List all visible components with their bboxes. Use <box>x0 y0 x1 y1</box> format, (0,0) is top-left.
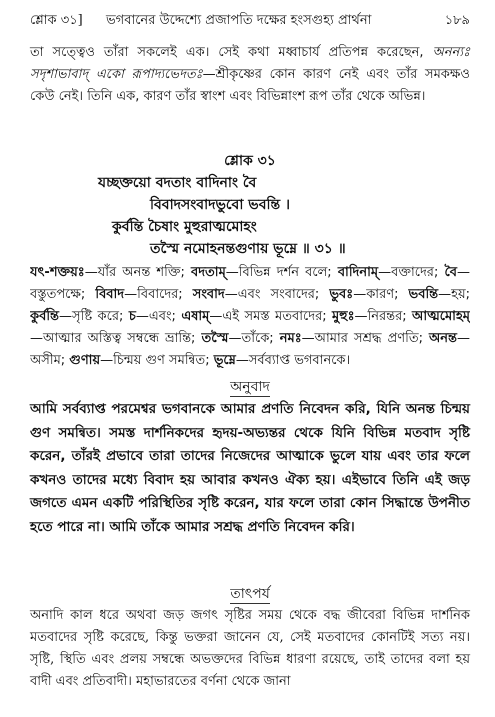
translation-heading: অনুবাদ <box>230 379 270 395</box>
page-header <box>30 10 470 32</box>
synonym-word: মুহুঃ <box>332 309 355 324</box>
synonym-meaning: —বিবাদের; <box>124 287 193 302</box>
synonym-meaning: —নিরন্তর; <box>354 309 413 324</box>
synonym-word: কুর্বন্তি <box>30 309 60 324</box>
purport-heading: তাৎপর্য <box>230 586 270 602</box>
synonym-word: এষাম্ <box>181 309 210 324</box>
synonym-meaning: —সৃষ্টি করে; <box>59 309 129 324</box>
translation-paragraph: আমি সর্বব্যাপ্ত পরমেশ্বর ভগবানকে আমার প্রণতি নিবেদন করি, যিনি অনন্ত চিন্ময় গুণ সমন্বিত। সমস্ত দার্শনিকদের হৃদয়-অভ্যন্তর থেকে যিনি বিভিন্ন মতবাদ সৃষ্টি করেন, তাঁরই প্রভাবে তারা তাদের নিজেদের আত্মাকে ভুলে যায় এবং তার ফলে কখনও তাদের মধ্যে বিবাদ হয় আবার কখনও ঐক্য হয়। এইভাবে তিনি এই জড় জগতে এমন একটি পরিস্থিতির সৃষ্টি করেন, যার ফলে তারা কোন সিদ্ধান্তে উপনীত হতে পারে না। আমি তাঁকে আমার সশ্রদ্ধ প্রণতি নিবেদন করি। <box>30 401 470 535</box>
synonym-word: ভূম্নে <box>213 353 236 368</box>
synonym-word: আত্মমোহম্ <box>412 309 470 324</box>
synonym-meaning: —আত্মার অস্তিত্ব সম্বন্ধে ভ্রান্তি; <box>30 331 202 346</box>
synonym-meaning: —যাঁর অনন্ত শক্তি; <box>84 265 191 280</box>
synonym-word: বাদিনাম্ <box>337 265 379 280</box>
page-number: ১৮৯ <box>444 13 470 28</box>
book-page <box>30 0 470 717</box>
synonym-meaning: —হয়; <box>438 287 470 302</box>
synonym-meaning: —আমার সশ্রদ্ধ প্রণতি; <box>301 331 430 346</box>
verse-title: শ্লোক ৩১ <box>224 153 276 169</box>
intro-paragraph <box>30 42 470 108</box>
synonym-word: চ <box>128 309 136 324</box>
synonym-meaning: —এই সমস্ত মতবাদের; <box>209 309 333 324</box>
synonym-meaning: —বস্তুতপক্ষে; <box>30 265 470 302</box>
verse-line-1: যচ্ছক্তয়ো বদতাং বাদিনাং বৈ <box>98 175 257 191</box>
synonym-word: যৎ-শক্তয়ঃ <box>30 265 85 280</box>
synonym-meaning: —সর্বব্যাপ্ত ভগবানকে। <box>235 353 351 368</box>
synonym-word: নমঃ <box>279 331 302 346</box>
header-verse-reference: শ্লোক ৩১] <box>30 13 83 28</box>
verse-line-3: কুর্বন্তি চৈষাং মুহুরাত্মমোহং <box>112 219 257 235</box>
synonym-word: তস্মৈ <box>201 331 229 346</box>
synonym-meaning: —চিন্ময় গুণ সমন্বিত; <box>100 353 214 368</box>
intro-text: তা সত্ত্বেও তাঁরা সকলেই এক। সেই কথা মধ্বাচার্য প্রতিপন্ন করেছেন, <box>30 45 433 60</box>
synonym-word: বিবাদ <box>95 287 125 302</box>
intro-text-continued: —শ্রীকৃষ্ণের কোন কারণ নেই এবং তাঁর সমকক্ষও কেউ নেই। তিনি এক, কারণ তাঁর স্বাংশ এবং বিভিন্নাংশ রূপ তাঁর থেকে অভিন্ন। <box>30 67 470 104</box>
intro-quote: অনন্যঃ সদৃশাভাবাদ্ একো রূপাদ্যভেদতঃ <box>30 45 470 82</box>
purport-paragraph: অনাদি কাল ধরে অথবা জড় জগৎ সৃষ্টির সময় থেকে বদ্ধ জীবেরা বিভিন্ন দার্শনিক মতবাদের সৃষ্টি করেছে, কিন্তু ভক্তরা জানেন যে, সেই মতবাদের কোনটিই সত্য নয়। সৃষ্টি, স্থিতি এবং প্রলয় সম্বন্ধে অভক্তদের বিভিন্ন ধারণা রয়েছে, তাই তাদের বলা হয় বাদী এবং প্রতিবাদী। মহাভারতের বর্ণনা থেকে জানা <box>30 608 470 689</box>
synonym-meaning: —তাঁকে; <box>228 331 280 346</box>
synonym-meaning: —এবং; <box>135 309 182 324</box>
verse-line-4: তস্মৈ নমোহনন্তগুণায় ভূম্নে ॥ ৩১ ॥ <box>150 241 346 257</box>
synonym-word: ভুবঃ <box>329 287 354 302</box>
synonyms-paragraph <box>30 262 470 368</box>
synonym-word: গুণায় <box>69 353 101 368</box>
synonym-word: ভবন্তি <box>408 287 439 302</box>
synonym-meaning: —বিভিন্ন দর্শন বলে; <box>225 265 338 280</box>
synonym-word: অনন্ত <box>429 331 458 346</box>
synonym-meaning: —এবং সংবাদের; <box>224 287 330 302</box>
synonym-word: সংবাদ <box>192 287 225 302</box>
synonym-meaning: —কারণ; <box>353 287 409 302</box>
synonym-meaning: —অসীম; <box>30 331 470 368</box>
header-chapter-title: ভগবানের উদ্দেশ্যে প্রজাপতি দক্ষের হংসগুহ্য প্রার্থনা <box>106 13 372 28</box>
synonym-word: বৈ <box>444 265 457 280</box>
synonym-meaning: —বক্তাদের; <box>378 265 445 280</box>
synonym-word: বদতাম্ <box>190 265 226 280</box>
verse-line-2: বিবাদসংবাদভুবো ভবন্তি । <box>150 197 291 213</box>
